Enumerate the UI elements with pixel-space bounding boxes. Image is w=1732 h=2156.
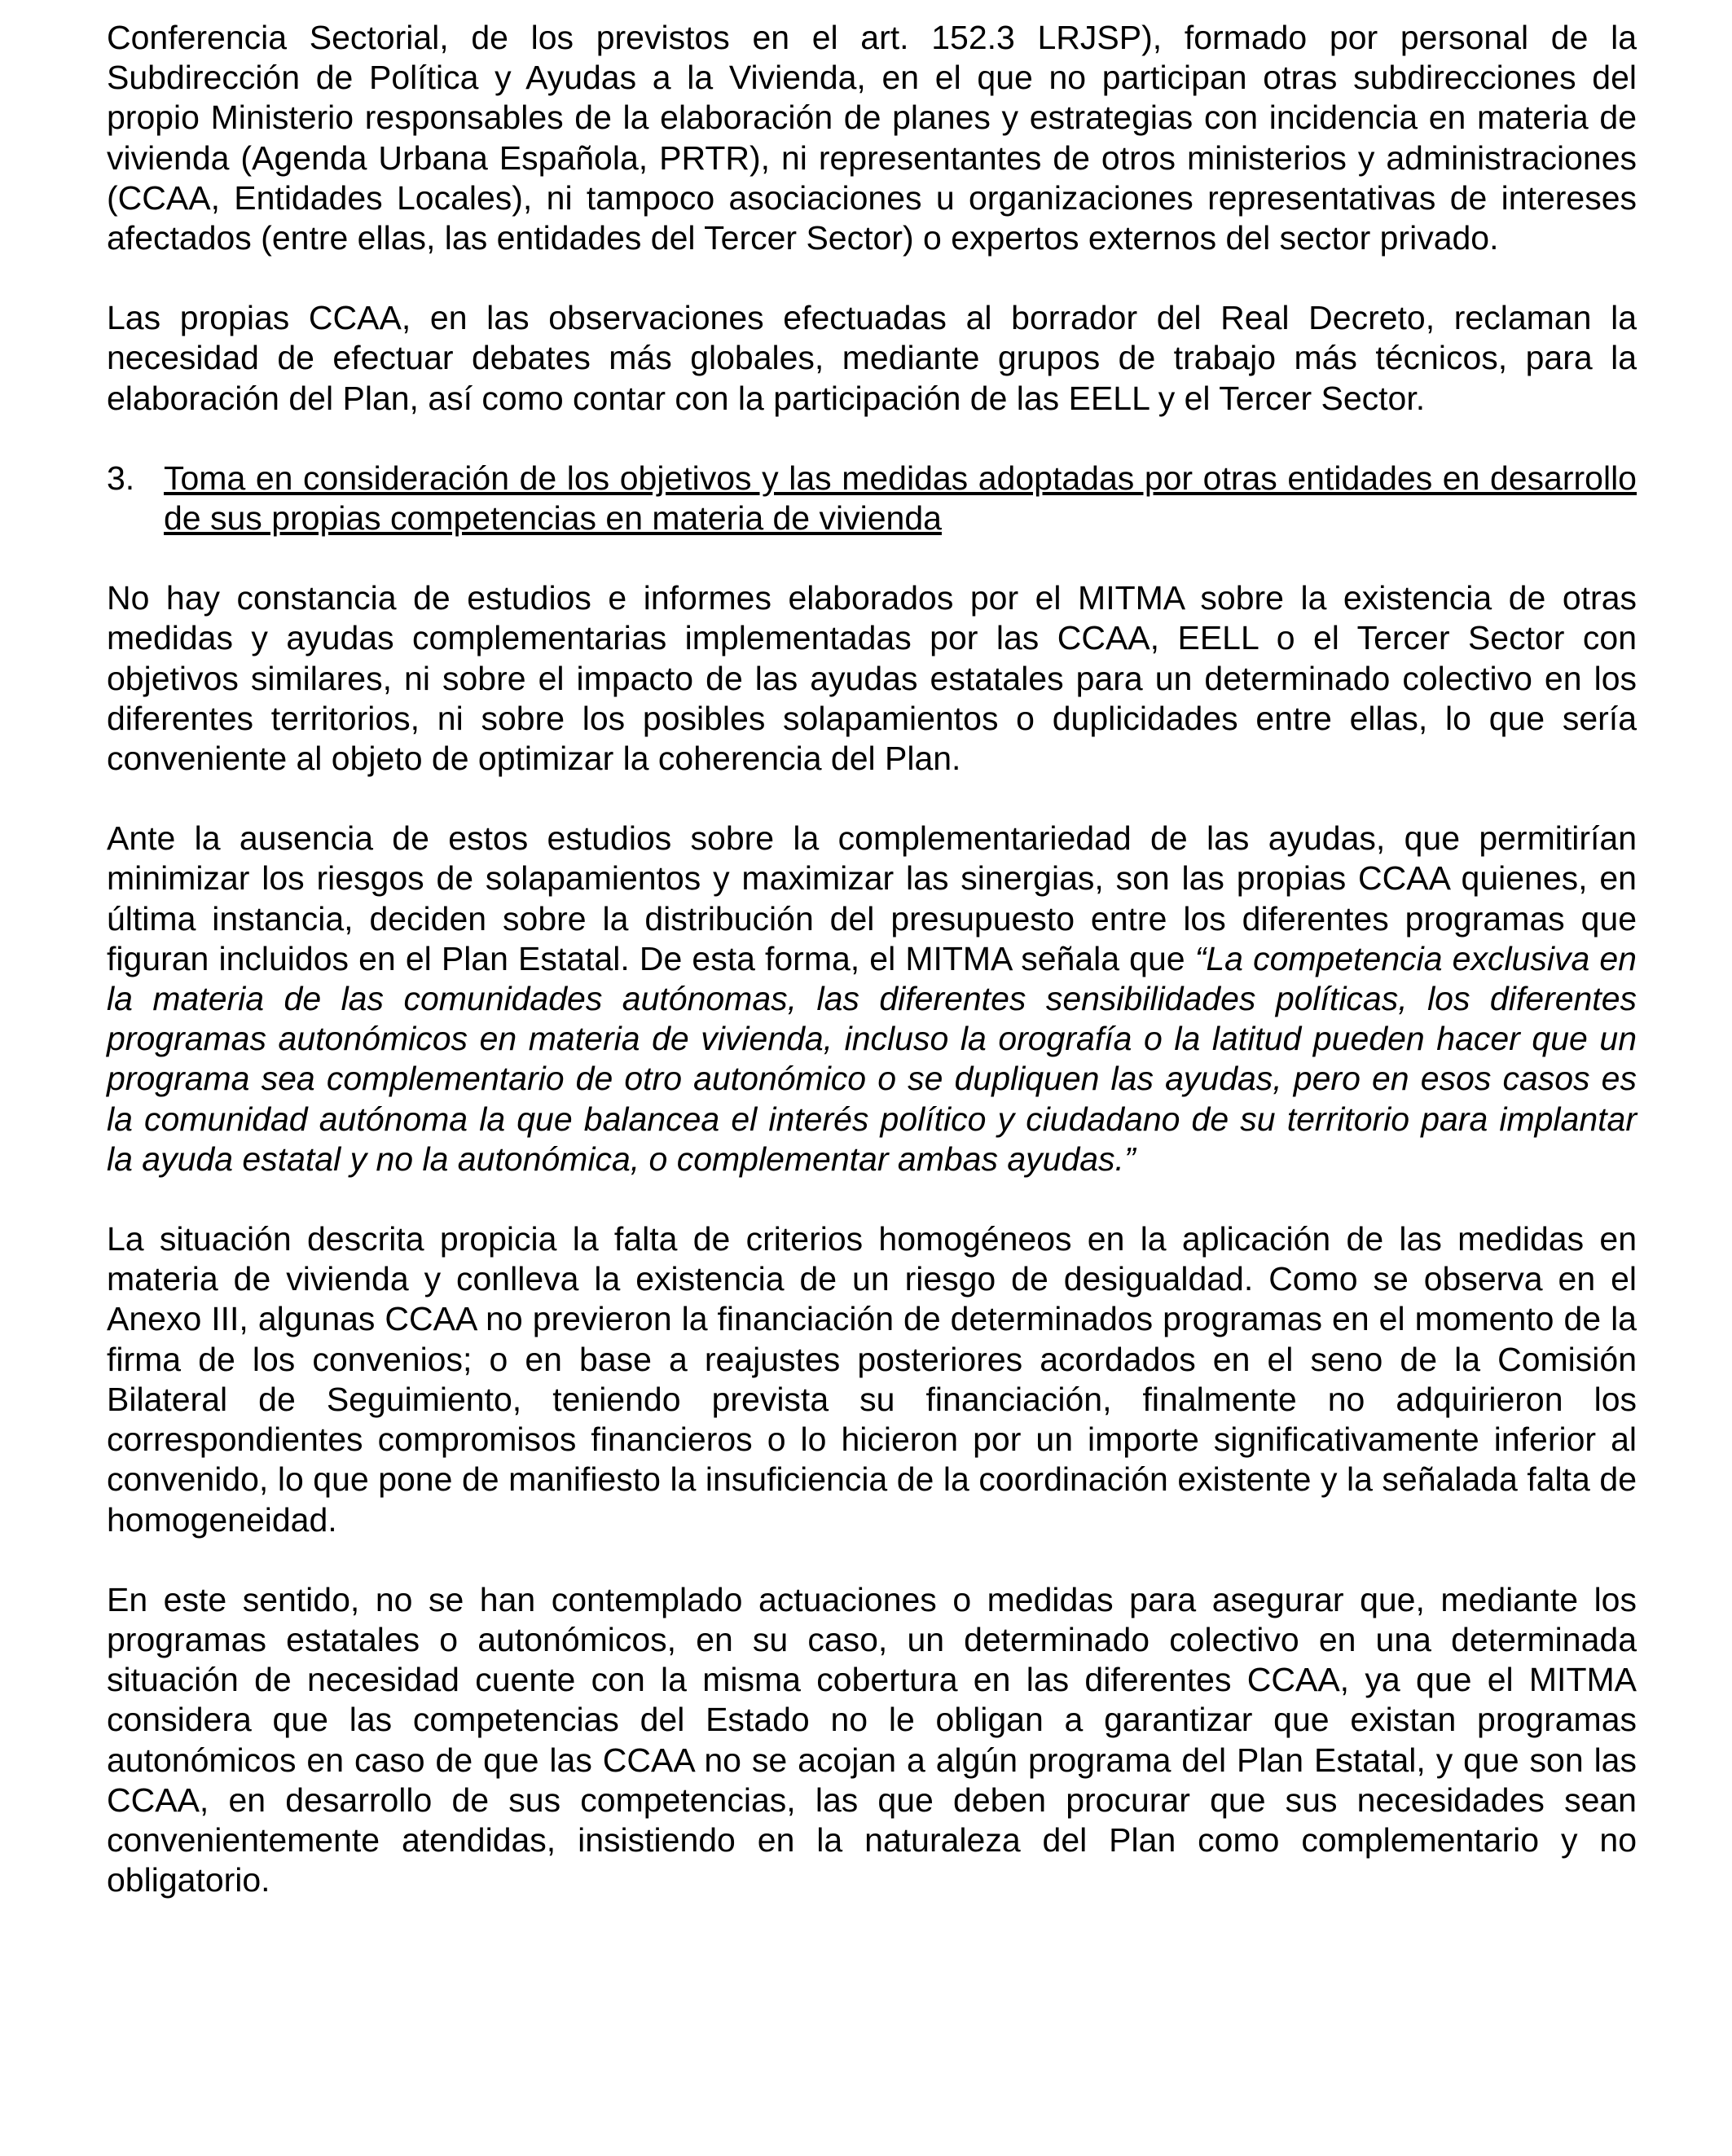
paragraph-situacion-descrita: La situación descrita propicia la falta de criterios homogéneos en la aplicación de las medidas en materia de vivienda y conlleva la existencia de un riesgo de desigualdad. Como se observa en el Anexo III, algunas CCAA no previeron la financiación de determinados programas en el momento de la firma de los convenios; o en base a reajustes posteriores acordados en el seno de la Comisión Bilateral de Seguimiento, teniendo prevista su financiación, finalmente no adquirieron los correspondientes compromisos financieros o lo hicieron por un importe significativamente inferior al convenido, lo que pone de manifiesto la insuficiencia de la coordinación existente y la señalada falta de homogeneidad. bbox=[107, 1220, 1637, 1539]
paragraph-ausencia-estudios bbox=[107, 819, 1637, 1179]
document-page bbox=[107, 18, 1637, 1940]
paragraph-no-hay-constancia: No hay constancia de estudios e informes elaborados por el MITMA sobre la existencia de otras medidas y ayudas complementarias implementadas por las CCAA, EELL o el Tercer Sector con objetivos similares, ni sobre el impacto de las ayudas estatales para un determinado colectivo en los diferentes territorios, ni sobre los posibles solapamientos o duplicidades entre ellas, lo que sería conveniente al objeto de optimizar la coherencia del Plan. bbox=[107, 579, 1637, 778]
paragraph-en-este-sentido: En este sentido, no se han contemplado actuaciones o medidas para asegurar que, mediante los programas estatales o autonómicos, en su caso, un determinado colectivo en una determinada situación de necesidad cuente con la misma cobertura en las diferentes CCAA, ya que el MITMA considera que las competencias del Estado no le obligan a garantizar que existan programas autonómicos en caso de que las CCAA no se acojan a algún programa del Plan Estatal, y que son las CCAA, en desarrollo de sus competencias, las que deben procurar que sus necesidades sean convenientemente atendidas, insistiendo en la naturaleza del Plan como complementario y no obligatorio. bbox=[107, 1580, 1637, 1899]
paragraph-ccaa-observaciones: Las propias CCAA, en las observaciones efectuadas al borrador del Real Decreto, reclaman la necesidad de efectuar debates más globales, mediante grupos de trabajo más técnicos, para la elaboración del Plan, así como contar con la participación de las EELL y el Tercer Sector. bbox=[107, 299, 1637, 417]
section-number: 3. bbox=[107, 459, 135, 497]
mitma-quote: “La competencia exclusiva en la materia de las comunidades autónomas, las diferentes sensibilidades políticas, los diferentes programas autonómicos en materia de vivienda, incluso la orografía o la latitud pueden hacer que un programa sea complementario de otro autonómico o se dupliquen las ayudas, pero en esos casos es la comunidad autónoma la que balancea el interés político y ciudadano de su territorio para implantar la ayuda estatal y no la autonómica, o complementar ambas ayudas.” bbox=[107, 939, 1637, 1178]
section-heading bbox=[107, 459, 1637, 538]
paragraph-ausencia-intro: Ante la ausencia de estos estudios sobre la complementariedad de las ayudas, que permitirían minimizar los riesgos de solapamientos y maximizar las sinergias, son las propias CCAA quienes, en última instancia, deciden sobre la distribución del presupuesto entre los diferentes programas que figuran incluidos en el Plan Estatal. De esta forma, el MITMA señala que bbox=[107, 819, 1637, 977]
paragraph-conferencia-sectorial: Conferencia Sectorial, de los previstos en el art. 152.3 LRJSP), formado por personal de la Subdirección de Política y Ayudas a la Vivienda, en el que no participan otras subdirecciones del propio Ministerio responsables de la elaboración de planes y estrategias con incidencia en materia de vivienda (Agenda Urbana Española, PRTR), ni representantes de otros ministerios y administraciones (CCAA, Entidades Locales), ni tampoco asociaciones u organizaciones representativas de intereses afectados (entre ellas, las entidades del Tercer Sector) o expertos externos del sector privado. bbox=[107, 19, 1637, 257]
section-title: Toma en consideración de los objetivos y las medidas adoptadas por otras entidades en desarrollo de sus propias competencias en materia de vivienda bbox=[164, 459, 1637, 538]
